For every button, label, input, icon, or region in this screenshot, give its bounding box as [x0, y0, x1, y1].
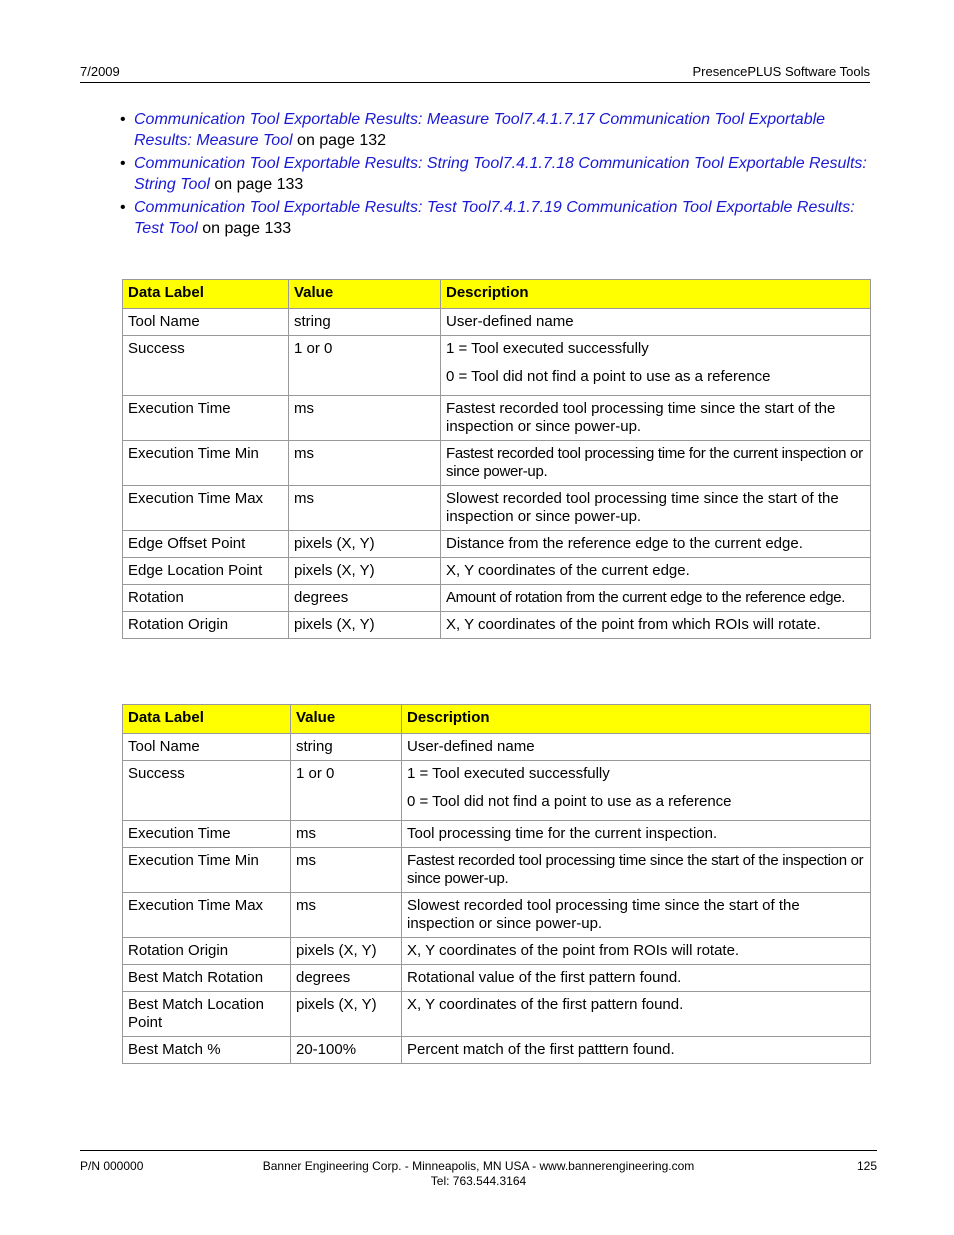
description-cell [441, 612, 871, 639]
description-cell [441, 336, 871, 396]
data-label-cell: Best Match Location Point [123, 992, 291, 1037]
description-cell [402, 848, 871, 893]
value-cell: string [289, 309, 441, 336]
description-text: Slowest recorded tool processing time since the start of the inspection or since power-up. [407, 897, 800, 932]
phone-line: Tel: 763.544.3164 [430, 1174, 527, 1188]
results-table-1 [122, 279, 871, 639]
data-label-cell: Tool Name [123, 734, 291, 761]
value-cell: string [291, 734, 402, 761]
description-text: Slowest recorded tool processing time since the start of the inspection or since power-up. [446, 490, 839, 525]
table-row [123, 893, 871, 938]
description-text: X, Y coordinates of the current edge. [446, 562, 690, 579]
data-label-cell: Tool Name [123, 309, 289, 336]
data-label-cell: Execution Time Min [123, 441, 289, 486]
value-cell: pixels (X, Y) [289, 558, 441, 585]
data-label-cell: Execution Time Min [123, 848, 291, 893]
company-line: Banner Engineering Corp. - Minneapolis, MN USA - www.bannerengineering.com [262, 1159, 695, 1173]
table-row [123, 734, 871, 761]
description-cell [402, 992, 871, 1037]
description-text: Rotational value of the first pattern found. [407, 969, 682, 986]
measure-tool-link[interactable]: Communication Tool Exportable Results: Measure Tool7.4.1.7.17 Communication Tool Exportable Results: Measure Tool [134, 111, 826, 149]
table-row [123, 309, 871, 336]
column-header: Data Label [123, 280, 289, 309]
bullet-icon: • [120, 155, 126, 172]
value-cell: ms [291, 821, 402, 848]
value-cell: pixels (X, Y) [289, 612, 441, 639]
description-cell [441, 396, 871, 441]
description-text: Fastest recorded tool processing time for the current inspection or since power-up. [446, 445, 863, 480]
column-header: Value [289, 280, 441, 309]
value-cell: pixels (X, Y) [289, 531, 441, 558]
value-cell: pixels (X, Y) [291, 992, 402, 1037]
table-header-row [123, 280, 871, 309]
value-cell: 1 or 0 [291, 761, 402, 821]
list-item [120, 109, 875, 151]
description-text: 1 = Tool executed successfully [407, 765, 610, 782]
description-text: Distance from the reference edge to the current edge. [446, 535, 803, 552]
description-cell [402, 893, 871, 938]
list-item [120, 153, 875, 195]
value-cell: ms [291, 848, 402, 893]
bullet-icon: • [120, 111, 126, 128]
table-header-row [123, 705, 871, 734]
column-header: Value [291, 705, 402, 734]
data-label-cell: Best Match Rotation [123, 965, 291, 992]
data-label-cell: Edge Offset Point [123, 531, 289, 558]
table-row [123, 396, 871, 441]
description-text: Tool processing time for the current inspection. [407, 825, 718, 842]
data-label-cell: Edge Location Point [123, 558, 289, 585]
page-ref: on page 133 [197, 220, 292, 237]
header-date: 7/2009 [80, 64, 120, 79]
page-number: 125 [856, 1159, 877, 1173]
part-number: P/N 000000 [80, 1159, 144, 1173]
description-text: Amount of rotation from the current edge to the reference edge. [446, 589, 846, 606]
table-row [123, 441, 871, 486]
description-text: User-defined name [446, 313, 574, 330]
table-row [123, 1037, 871, 1064]
data-label-cell: Rotation Origin [123, 938, 291, 965]
table-row [123, 558, 871, 585]
description-text: Fastest recorded tool processing time since the start of the inspection or since power-up. [446, 400, 836, 435]
results-table-2 [122, 704, 871, 1064]
data-label-cell: Success [123, 761, 291, 821]
description-text: X, Y coordinates of the point from ROIs will rotate. [407, 942, 740, 959]
table-row [123, 992, 871, 1037]
column-header: Description [402, 705, 871, 734]
description-text: 0 = Tool did not find a point to use as a reference [407, 793, 732, 810]
description-cell [441, 486, 871, 531]
description-text: Fastest recorded tool processing time since the start of the inspection or since power-up. [407, 852, 864, 887]
data-label-cell: Best Match % [123, 1037, 291, 1064]
page-ref: on page 133 [209, 176, 304, 193]
table-row [123, 531, 871, 558]
page-header [80, 64, 870, 83]
description-text: User-defined name [407, 738, 535, 755]
description-cell [441, 441, 871, 486]
company-info [80, 1159, 877, 1189]
description-cell [441, 531, 871, 558]
table-row [123, 585, 871, 612]
bullet-icon: • [120, 199, 126, 216]
string-tool-link[interactable]: Communication Tool Exportable Results: String Tool7.4.1.7.18 Communication Tool Exportable Results: String Tool [134, 155, 867, 193]
value-cell: ms [289, 441, 441, 486]
description-cell [402, 965, 871, 992]
description-text: X, Y coordinates of the first pattern found. [407, 996, 684, 1013]
description-cell [402, 1037, 871, 1064]
table-row [123, 336, 871, 396]
description-text: Percent match of the first patttern found. [407, 1041, 675, 1058]
description-text: 0 = Tool did not find a point to use as a reference [446, 368, 771, 385]
description-cell [402, 938, 871, 965]
description-cell [402, 761, 871, 821]
page-footer [80, 1150, 877, 1188]
column-header: Data Label [123, 705, 291, 734]
value-cell: 1 or 0 [289, 336, 441, 396]
table-row [123, 848, 871, 893]
table-row [123, 938, 871, 965]
data-label-cell: Rotation Origin [123, 612, 289, 639]
data-label-cell: Execution Time Max [123, 893, 291, 938]
test-tool-link[interactable]: Communication Tool Exportable Results: Test Tool7.4.1.7.19 Communication Tool Exportable Results: Test Tool [134, 199, 855, 237]
description-text: X, Y coordinates of the point from which ROIs will rotate. [446, 616, 821, 633]
column-header: Description [441, 280, 871, 309]
table-row [123, 612, 871, 639]
value-cell: ms [289, 396, 441, 441]
description-cell [402, 734, 871, 761]
page-ref: on page 132 [292, 132, 387, 149]
value-cell: ms [289, 486, 441, 531]
value-cell: 20-100% [291, 1037, 402, 1064]
table-row [123, 486, 871, 531]
data-label-cell: Execution Time [123, 821, 291, 848]
table-row [123, 821, 871, 848]
data-label-cell: Execution Time [123, 396, 289, 441]
data-label-cell: Execution Time Max [123, 486, 289, 531]
description-text: 1 = Tool executed successfully [446, 340, 649, 357]
table-row [123, 761, 871, 821]
description-cell [441, 309, 871, 336]
value-cell: pixels (X, Y) [291, 938, 402, 965]
value-cell: degrees [291, 965, 402, 992]
table-row [123, 965, 871, 992]
cross-reference-list [120, 109, 875, 241]
header-title: PresencePLUS Software Tools [692, 64, 870, 79]
description-cell [441, 558, 871, 585]
value-cell: degrees [289, 585, 441, 612]
data-label-cell: Rotation [123, 585, 289, 612]
description-cell [402, 821, 871, 848]
list-item [120, 197, 875, 239]
value-cell: ms [291, 893, 402, 938]
description-cell [441, 585, 871, 612]
data-label-cell: Success [123, 336, 289, 396]
